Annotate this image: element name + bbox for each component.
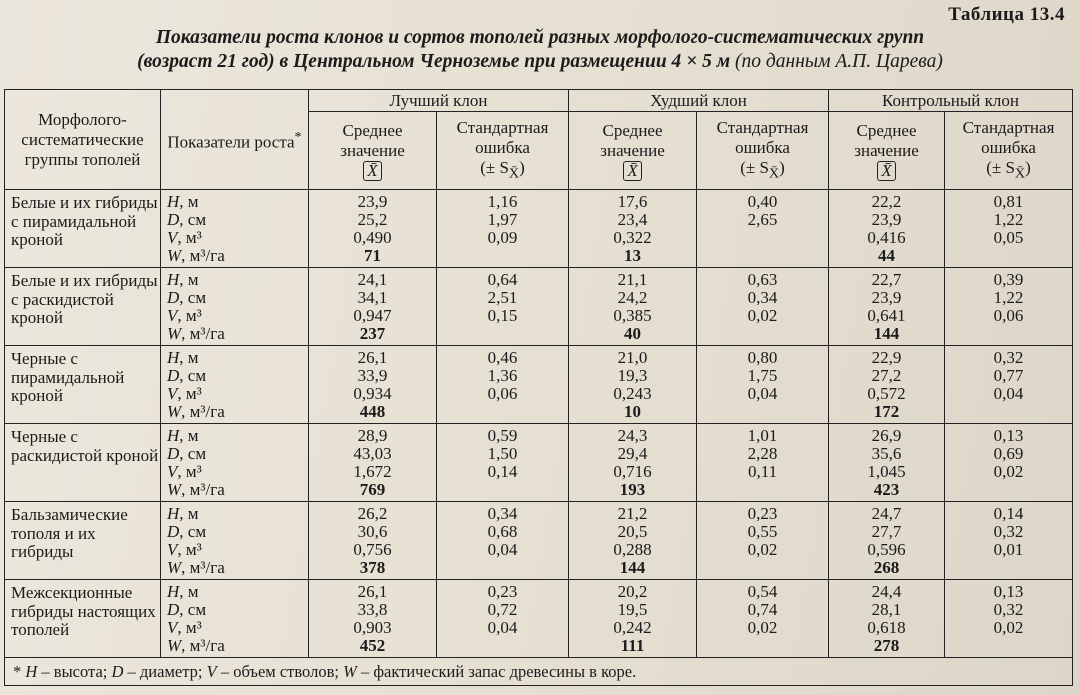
value: 0,55: [747, 522, 778, 541]
value: 0,385: [613, 306, 652, 325]
value: 0,02: [993, 462, 1024, 481]
best-se-cell: [437, 346, 569, 424]
group-name: Черные с пирамидальной кроной: [5, 346, 161, 424]
value: 0,288: [613, 540, 652, 559]
value: 0,46: [487, 348, 518, 367]
best-mean-cell: [309, 424, 437, 502]
value: 0,23: [747, 504, 778, 523]
value: 0,59: [487, 426, 518, 445]
value: 23,9: [871, 288, 902, 307]
value: 0,903: [353, 618, 392, 637]
caption-line-2a: (возраст 21 год) в Центральном Черноземье при размещении 4 × 5 м: [137, 51, 736, 72]
value: 0,34: [487, 504, 518, 523]
table-footnote: * H – высота; D – диаметр; V – объем стволов; W – фактический запас древесины в коре.: [5, 658, 1073, 686]
value: 0,32: [993, 348, 1024, 367]
value: 378: [359, 558, 386, 577]
best-mean-cell: [309, 346, 437, 424]
value: 111: [620, 636, 645, 655]
value: 0,74: [747, 600, 778, 619]
caption-line-1: Показатели роста клонов и сортов тополей разных морфолого-систематических групп: [155, 27, 925, 48]
value: 20,2: [617, 582, 648, 601]
indicator-label: H, м: [167, 504, 199, 523]
group-name: Черные с раскидистой кроной: [5, 424, 161, 502]
value: 2,51: [487, 288, 518, 307]
value: 21,0: [617, 348, 648, 367]
value: 13: [624, 246, 642, 265]
value: 22,9: [871, 348, 902, 367]
indicator-label: V, м³: [167, 384, 202, 403]
value: 0,63: [747, 270, 778, 289]
caption-line-2b: (по данным А.П. Царева): [735, 51, 943, 72]
value: 27,7: [871, 522, 902, 541]
indicator-label: D, см: [167, 366, 207, 385]
value: 0,242: [613, 618, 652, 637]
value: 21,2: [617, 504, 648, 523]
value: 22,2: [871, 192, 902, 211]
table-body: [5, 190, 1073, 658]
value: 0,54: [747, 582, 778, 601]
worst-mean-cell: [569, 502, 697, 580]
ctrl-se-cell: [945, 190, 1073, 268]
ctrl-se-cell: [945, 580, 1073, 658]
table-row: [5, 268, 1073, 346]
ctrl-se-cell: [945, 346, 1073, 424]
value: 0,14: [993, 504, 1024, 523]
indicator-list: [161, 190, 309, 268]
value: 19,5: [617, 600, 648, 619]
ctrl-mean-cell: [829, 580, 945, 658]
indicator-label: V, м³: [167, 228, 202, 247]
ctrl-mean-cell: [829, 190, 945, 268]
table-row: [5, 190, 1073, 268]
worst-se-cell: [697, 268, 829, 346]
ctrl-mean-cell: [829, 346, 945, 424]
value: 448: [359, 402, 386, 421]
value: 26,2: [357, 504, 388, 523]
indicator-label: W, м³/га: [167, 402, 225, 421]
header-se: Стандартная ошибка (± $S_{X̄}$): [945, 112, 1073, 190]
value: 0,81: [993, 192, 1024, 211]
value: 1,22: [993, 210, 1024, 229]
indicator-label: D, см: [167, 210, 207, 229]
value: 24,2: [617, 288, 648, 307]
value: 26,1: [357, 582, 388, 601]
table-row: [5, 502, 1073, 580]
ctrl-mean-cell: [829, 424, 945, 502]
value: 0,06: [487, 384, 518, 403]
value: 0,04: [993, 384, 1024, 403]
best-se-cell: [437, 424, 569, 502]
value: 0,04: [487, 618, 518, 637]
value: 172: [873, 402, 900, 421]
value: 0,641: [867, 306, 906, 325]
value: 26,1: [357, 348, 388, 367]
indicator-label: V, м³: [167, 540, 202, 559]
worst-mean-cell: [569, 424, 697, 502]
value: 71: [364, 246, 381, 265]
value: 0,69: [993, 444, 1024, 463]
worst-se-cell: [697, 580, 829, 658]
worst-mean-cell: [569, 268, 697, 346]
value: 268: [873, 558, 900, 577]
value: 24,7: [871, 504, 902, 523]
worst-se-cell: [697, 502, 829, 580]
value: 29,4: [617, 444, 648, 463]
indicator-label: H, м: [167, 582, 199, 601]
growth-table: [4, 89, 1073, 686]
header-indicators: Показатели роста*: [161, 90, 309, 190]
group-name: Белые и их гибриды с раскидистой кроной: [5, 268, 161, 346]
value: 0,02: [993, 618, 1024, 637]
value: 17,6: [617, 192, 648, 211]
value: 278: [873, 636, 900, 655]
table-caption: [30, 26, 1050, 74]
indicator-label: D, см: [167, 600, 207, 619]
best-mean-cell: [309, 268, 437, 346]
header-se: Стандартная ошибка (± $S_{X̄}$): [437, 112, 569, 190]
header-mean: Среднее значение X̄: [829, 112, 945, 190]
value: 0,02: [747, 618, 778, 637]
value: 0,416: [867, 228, 906, 247]
value: 35,6: [871, 444, 902, 463]
value: 0,756: [353, 540, 392, 559]
value: 0,01: [993, 540, 1024, 559]
indicator-label: W, м³/га: [167, 558, 225, 577]
value: 0,06: [993, 306, 1024, 325]
value: 26,9: [871, 426, 902, 445]
worst-mean-cell: [569, 580, 697, 658]
indicator-label: V, м³: [167, 306, 202, 325]
value: 0,618: [867, 618, 906, 637]
value: 33,8: [357, 600, 388, 619]
value: 1,75: [747, 366, 778, 385]
value: 0,596: [867, 540, 906, 559]
value: 43,03: [353, 444, 392, 463]
value: 24,4: [871, 582, 902, 601]
value: 0,13: [993, 582, 1024, 601]
value: 1,36: [487, 366, 518, 385]
value: 28,1: [871, 600, 902, 619]
value: 0,04: [487, 540, 518, 559]
value: 0,40: [747, 192, 778, 211]
best-se-cell: [437, 268, 569, 346]
indicator-label: D, см: [167, 522, 207, 541]
best-se-cell: [437, 580, 569, 658]
indicator-label: D, см: [167, 288, 207, 307]
value: 144: [619, 558, 646, 577]
value: 23,9: [871, 210, 902, 229]
table-row: [5, 424, 1073, 502]
best-mean-cell: [309, 190, 437, 268]
value: 0,05: [993, 228, 1024, 247]
value: 0,716: [613, 462, 652, 481]
value: 0,490: [353, 228, 392, 247]
value: 0,34: [747, 288, 778, 307]
table-row: [5, 580, 1073, 658]
worst-se-cell: [697, 424, 829, 502]
value: 0,09: [487, 228, 518, 247]
indicator-label: W, м³/га: [167, 636, 225, 655]
value: 144: [873, 324, 900, 343]
value: 0,80: [747, 348, 778, 367]
value: 0,947: [353, 306, 392, 325]
indicator-label: H, м: [167, 270, 199, 289]
value: 0,11: [747, 462, 778, 481]
value: 27,2: [871, 366, 902, 385]
indicator-label: H, м: [167, 426, 199, 445]
value: 44: [878, 246, 896, 265]
value: 22,7: [871, 270, 902, 289]
value: 0,32: [993, 600, 1024, 619]
indicator-label: D, см: [167, 444, 207, 463]
value: 2,28: [747, 444, 778, 463]
value: [697, 229, 828, 247]
value: 0,32: [993, 522, 1024, 541]
header-control-clone: Контрольный клон: [829, 90, 1073, 112]
value: 10: [624, 402, 642, 421]
value: 769: [359, 480, 386, 499]
value: 193: [619, 480, 646, 499]
indicator-label: W, м³/га: [167, 324, 225, 343]
best-se-cell: [437, 190, 569, 268]
value: 21,1: [617, 270, 648, 289]
value: 0,68: [487, 522, 518, 541]
ctrl-se-cell: [945, 502, 1073, 580]
worst-se-cell: [697, 190, 829, 268]
value: 237: [359, 324, 386, 343]
indicator-label: W, м³/га: [167, 246, 225, 265]
value: 24,1: [357, 270, 388, 289]
value: 0,64: [487, 270, 518, 289]
value: 34,1: [357, 288, 388, 307]
value: 423: [873, 480, 900, 499]
value: 0,02: [747, 306, 778, 325]
group-name: Бальзамические тополя и их гибриды: [5, 502, 161, 580]
table-number: Таблица 13.4: [948, 4, 1065, 25]
value: 25,2: [357, 210, 388, 229]
value: 0,14: [487, 462, 518, 481]
worst-se-cell: [697, 346, 829, 424]
value: 0,243: [613, 384, 652, 403]
value: 0,77: [993, 366, 1024, 385]
group-name: Межсекционные гибриды настоящих тополей: [5, 580, 161, 658]
value: 1,97: [487, 210, 518, 229]
value: 0,23: [487, 582, 518, 601]
header-worst-clone: Худший клон: [569, 90, 829, 112]
best-mean-cell: [309, 502, 437, 580]
value: 1,672: [353, 462, 392, 481]
header-mean: Среднее значение X̄: [569, 112, 697, 190]
value: 1,16: [487, 192, 518, 211]
indicator-label: H, м: [167, 348, 199, 367]
value: 0,572: [867, 384, 906, 403]
value: 1,01: [747, 426, 778, 445]
ctrl-mean-cell: [829, 268, 945, 346]
ctrl-se-cell: [945, 424, 1073, 502]
value: 23,9: [357, 192, 388, 211]
value: 0,04: [747, 384, 778, 403]
value: 20,5: [617, 522, 648, 541]
value: 40: [624, 324, 642, 343]
value: 0,934: [353, 384, 392, 403]
header-best-clone: Лучший клон: [309, 90, 569, 112]
group-name: Белые и их гибриды с пирамидальной кроной: [5, 190, 161, 268]
value: 23,4: [617, 210, 648, 229]
ctrl-se-cell: [945, 268, 1073, 346]
header-mean: Среднее значение X̄: [309, 112, 437, 190]
header-group: Морфолого-систематические группы тополей: [5, 90, 161, 190]
indicator-label: W, м³/га: [167, 480, 225, 499]
value: 0,02: [747, 540, 778, 559]
table-row: [5, 346, 1073, 424]
value: 24,3: [617, 426, 648, 445]
value: 0,13: [993, 426, 1024, 445]
worst-mean-cell: [569, 190, 697, 268]
value: 2,65: [747, 210, 778, 229]
value: 19,3: [617, 366, 648, 385]
value: 0,15: [487, 306, 518, 325]
header-se: Стандартная ошибка (± $S_{X̄}$): [697, 112, 829, 190]
value: 28,9: [357, 426, 388, 445]
indicator-list: [161, 580, 309, 658]
value: 30,6: [357, 522, 388, 541]
indicator-list: [161, 346, 309, 424]
best-se-cell: [437, 502, 569, 580]
indicator-list: [161, 268, 309, 346]
indicator-label: V, м³: [167, 462, 202, 481]
indicator-label: H, м: [167, 192, 199, 211]
best-mean-cell: [309, 580, 437, 658]
value: 1,22: [993, 288, 1024, 307]
value: 452: [359, 636, 386, 655]
value: 0,72: [487, 600, 518, 619]
indicator-label: V, м³: [167, 618, 202, 637]
worst-mean-cell: [569, 346, 697, 424]
indicator-list: [161, 424, 309, 502]
value: 1,045: [867, 462, 906, 481]
value: 33,9: [357, 366, 388, 385]
value: 0,39: [993, 270, 1024, 289]
value: 0,322: [613, 228, 652, 247]
ctrl-mean-cell: [829, 502, 945, 580]
value: 1,50: [487, 444, 518, 463]
indicator-list: [161, 502, 309, 580]
